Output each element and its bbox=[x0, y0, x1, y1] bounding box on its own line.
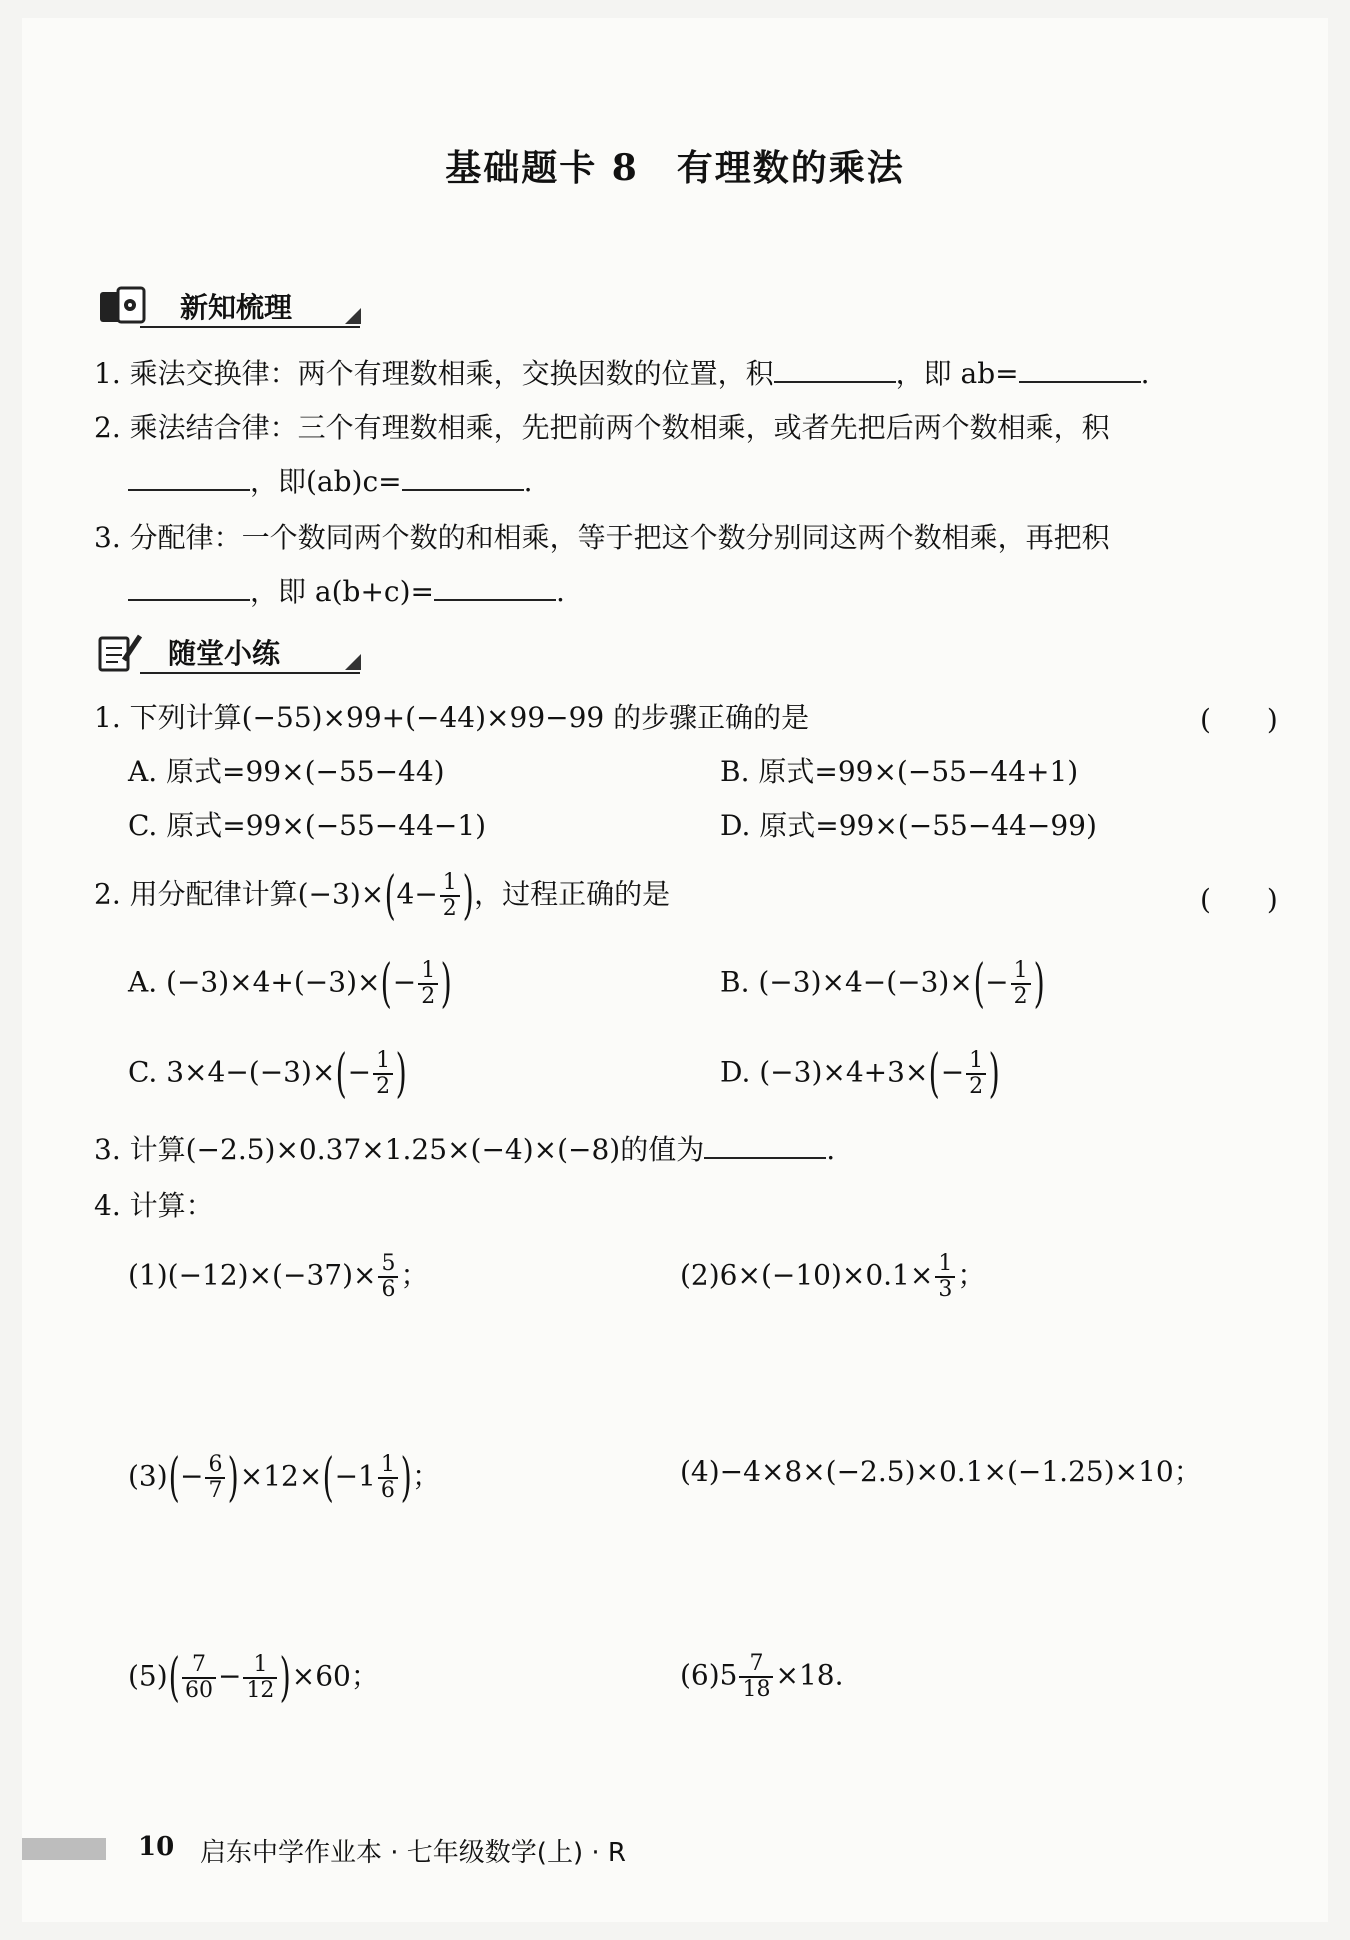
fraction: $\frac{1}{2}$ bbox=[1011, 959, 1031, 1009]
answer-blank[interactable] bbox=[128, 463, 250, 491]
fraction: $\frac{5}{6}$ bbox=[378, 1252, 398, 1302]
fraction: $\frac{1}{6}$ bbox=[378, 1453, 398, 1503]
answer-blank[interactable] bbox=[402, 463, 524, 491]
section-triangle bbox=[345, 654, 361, 670]
option-a[interactable]: A. (−3)×4+(−3)×(− $\frac{1}{2}$ ) bbox=[128, 954, 452, 1014]
question-3: 3. 计算(−2.5)×0.37×1.25×(−4)×(−8)的值为 . bbox=[94, 1133, 836, 1166]
section-rule bbox=[140, 672, 360, 674]
section-rule bbox=[140, 326, 360, 328]
answer-blank[interactable] bbox=[704, 1131, 826, 1159]
book-title: 启东中学作业本 · 七年级数学(上) · R bbox=[200, 1838, 626, 1868]
calc-item-3: (3)(− $\frac{6}{7}$ )×12×(−1 $\frac{1}{6}$ )； bbox=[128, 1448, 441, 1508]
calc-item-6: (6)5 $\frac{7}{18}$ ×18. bbox=[680, 1651, 844, 1702]
question-4-stem: 4. 计算： bbox=[94, 1189, 214, 1222]
calc-item-2: (2)6×(−10)×0.1× $\frac{1}{3}$ ； bbox=[680, 1251, 986, 1302]
answer-blank[interactable] bbox=[128, 573, 250, 601]
knowledge-item-2: 2. 乘法结合律：三个有理数相乘，先把前两个数相乘，或者先把后两个数相乘，积 bbox=[94, 411, 1110, 444]
knowledge-item-3-cont: ，即 a(b+c)= . bbox=[128, 572, 565, 612]
knowledge-item-3: 3. 分配律：一个数同两个数的和相乘，等于把这个数分别同这两个数相乘，再把积 bbox=[94, 521, 1110, 554]
page-number: 10 bbox=[138, 1832, 175, 1862]
fraction: $\frac{1}{2}$ bbox=[966, 1049, 986, 1099]
fraction: $\frac{1}{3}$ bbox=[935, 1252, 955, 1302]
answer-blank[interactable] bbox=[774, 355, 896, 383]
question-2-stem: 2. 用分配律计算(−3)×(4− $\frac{1}{2}$ )，过程正确的是 bbox=[94, 866, 671, 926]
calc-item-1: (1)(−12)×(−37)× $\frac{5}{6}$ ； bbox=[128, 1251, 429, 1302]
footer-bar bbox=[22, 1838, 106, 1860]
option-c[interactable]: C. 3×4−(−3)×(− $\frac{1}{2}$ ) bbox=[128, 1044, 407, 1104]
calc-item-4: (4)−4×8×(−2.5)×0.1×(−1.25)×10； bbox=[680, 1455, 1202, 1488]
fraction: $\frac{7}{60}$ bbox=[182, 1653, 216, 1703]
section-header-practice bbox=[0, 628, 400, 674]
fraction: $\frac{7}{18}$ bbox=[739, 1652, 773, 1702]
answer-blank[interactable] bbox=[434, 573, 556, 601]
option-a[interactable]: A. 原式=99×(−55−44) bbox=[128, 755, 445, 788]
calc-item-5: (5)( $\frac{7}{60}$ − $\frac{1}{12}$ )×60； bbox=[128, 1648, 379, 1708]
answer-paren[interactable]: ( ) bbox=[1200, 703, 1278, 736]
section-title-practice: 随堂小练 bbox=[168, 637, 281, 670]
fraction: $\frac{6}{7}$ bbox=[205, 1453, 225, 1503]
knowledge-item-1: 1. 乘法交换律：两个有理数相乘，交换因数的位置，积 ，即 ab= . bbox=[94, 357, 1150, 390]
question-1-stem: 1. 下列计算(−55)×99+(−44)×99−99 的步骤正确的是 bbox=[94, 701, 810, 734]
section-header-knowledge bbox=[0, 282, 400, 328]
fraction: $\frac{1}{2}$ bbox=[373, 1049, 393, 1099]
answer-paren[interactable]: ( ) bbox=[1200, 883, 1278, 916]
option-b[interactable]: B. (−3)×4−(−3)×(− $\frac{1}{2}$ ) bbox=[720, 954, 1045, 1014]
knowledge-item-2-cont: ，即(ab)c= . bbox=[128, 462, 533, 502]
page-footer bbox=[0, 1826, 1350, 1876]
notebook-pen-icon bbox=[96, 630, 146, 674]
answer-blank[interactable] bbox=[1019, 355, 1141, 383]
section-triangle bbox=[345, 308, 361, 324]
option-d[interactable]: D. 原式=99×(−55−44−99) bbox=[720, 809, 1097, 842]
section-title-knowledge: 新知梳理 bbox=[180, 291, 293, 324]
book-icon bbox=[96, 284, 154, 328]
fraction: $\frac{1}{2}$ bbox=[440, 871, 460, 921]
page-title: 基础题卡 8 有理数的乘法 bbox=[445, 147, 905, 189]
option-c[interactable]: C. 原式=99×(−55−44−1) bbox=[128, 809, 487, 842]
fraction: $\frac{1}{12}$ bbox=[243, 1653, 277, 1703]
option-d[interactable]: D. (−3)×4+3×(− $\frac{1}{2}$ ) bbox=[720, 1044, 1000, 1104]
option-b[interactable]: B. 原式=99×(−55−44+1) bbox=[720, 755, 1079, 788]
fraction: $\frac{1}{2}$ bbox=[418, 959, 438, 1009]
